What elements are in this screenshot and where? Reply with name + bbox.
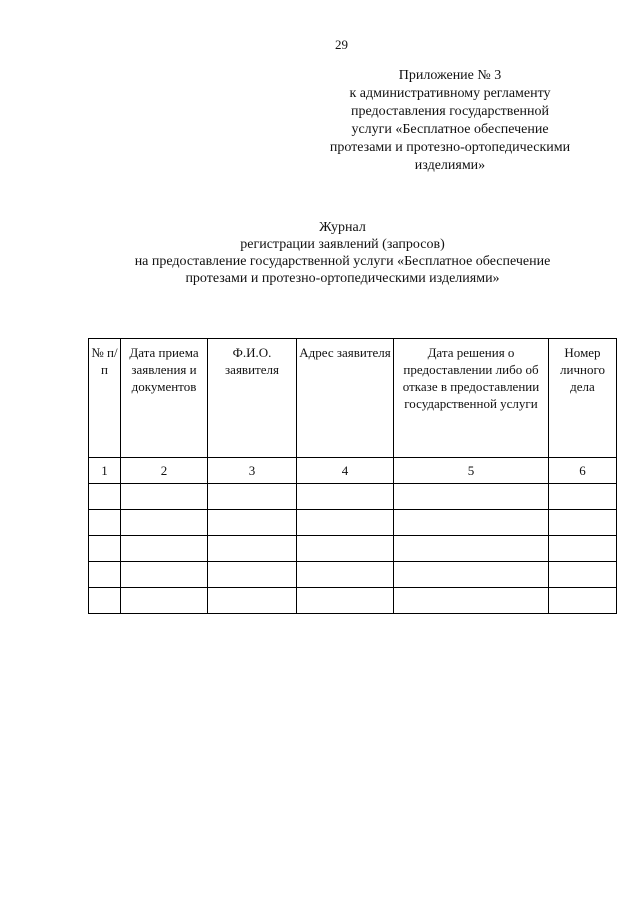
table-cell <box>297 588 394 614</box>
table-cell <box>89 510 121 536</box>
registration-table <box>88 338 617 614</box>
page-number: 29 <box>335 37 348 52</box>
column-number-row <box>89 458 617 484</box>
table-cell <box>297 510 394 536</box>
table-cell <box>549 536 617 562</box>
appendix-line: предоставления государственной <box>350 104 550 119</box>
column-number-cell: 6 <box>549 458 617 484</box>
appendix-line: протезами и протезно-ортопедическими <box>329 140 571 155</box>
header-cell-applicant-name: Ф.И.О. заявителя <box>208 339 297 458</box>
table-cell <box>121 536 208 562</box>
appendix-line: изделиями» <box>414 158 486 173</box>
table-cell <box>208 562 297 588</box>
column-number-cell: 3 <box>208 458 297 484</box>
header-cell-applicant-address: Адрес заявителя <box>297 339 394 458</box>
table-cell <box>121 588 208 614</box>
table-row <box>89 484 617 510</box>
column-number-cell: 5 <box>394 458 549 484</box>
table-cell <box>549 562 617 588</box>
table-cell <box>121 510 208 536</box>
table-cell <box>89 562 121 588</box>
journal-title-line: протезами и протезно-ортопедическими изделиями» <box>185 271 500 286</box>
table-cell <box>394 536 549 562</box>
header-cell-date-received: Дата приема заявления и документов <box>121 339 208 458</box>
table-cell <box>121 484 208 510</box>
table-row <box>89 588 617 614</box>
header-cell-decision-date: Дата решения о предоставлении либо об отказе в предоставлении государственной услуги <box>394 339 549 458</box>
journal-title-line: на предоставление государственной услуги «Бесплатное обеспечение <box>134 254 551 269</box>
table-cell <box>208 484 297 510</box>
table-cell <box>394 484 549 510</box>
header-cell-case-number: Номер личного дела <box>549 339 617 458</box>
appendix-line: к административному регламенту <box>349 86 551 101</box>
appendix-line: Приложение № 3 <box>398 68 502 83</box>
table-row <box>89 510 617 536</box>
table-cell <box>549 588 617 614</box>
header-cell-number: № п/п <box>89 339 121 458</box>
journal-title-line: Журнал <box>319 220 366 235</box>
table-cell <box>208 588 297 614</box>
table-cell <box>297 562 394 588</box>
column-number-cell: 1 <box>89 458 121 484</box>
table-header-row <box>89 339 617 458</box>
table-cell <box>89 484 121 510</box>
table-cell <box>89 536 121 562</box>
table-cell <box>394 588 549 614</box>
table-cell <box>208 536 297 562</box>
appendix-caption <box>300 67 600 175</box>
journal-title <box>60 219 625 287</box>
table-row <box>89 562 617 588</box>
table-cell <box>394 562 549 588</box>
appendix-line: услуги «Бесплатное обеспечение <box>351 122 549 137</box>
table-cell <box>89 588 121 614</box>
table-cell <box>297 536 394 562</box>
table-cell <box>208 510 297 536</box>
table-cell <box>297 484 394 510</box>
table-cell <box>549 510 617 536</box>
journal-title-line: регистрации заявлений (запросов) <box>240 237 445 252</box>
table-row <box>89 536 617 562</box>
column-number-cell: 2 <box>121 458 208 484</box>
table-cell <box>549 484 617 510</box>
column-number-cell: 4 <box>297 458 394 484</box>
table-cell <box>394 510 549 536</box>
table-cell <box>121 562 208 588</box>
